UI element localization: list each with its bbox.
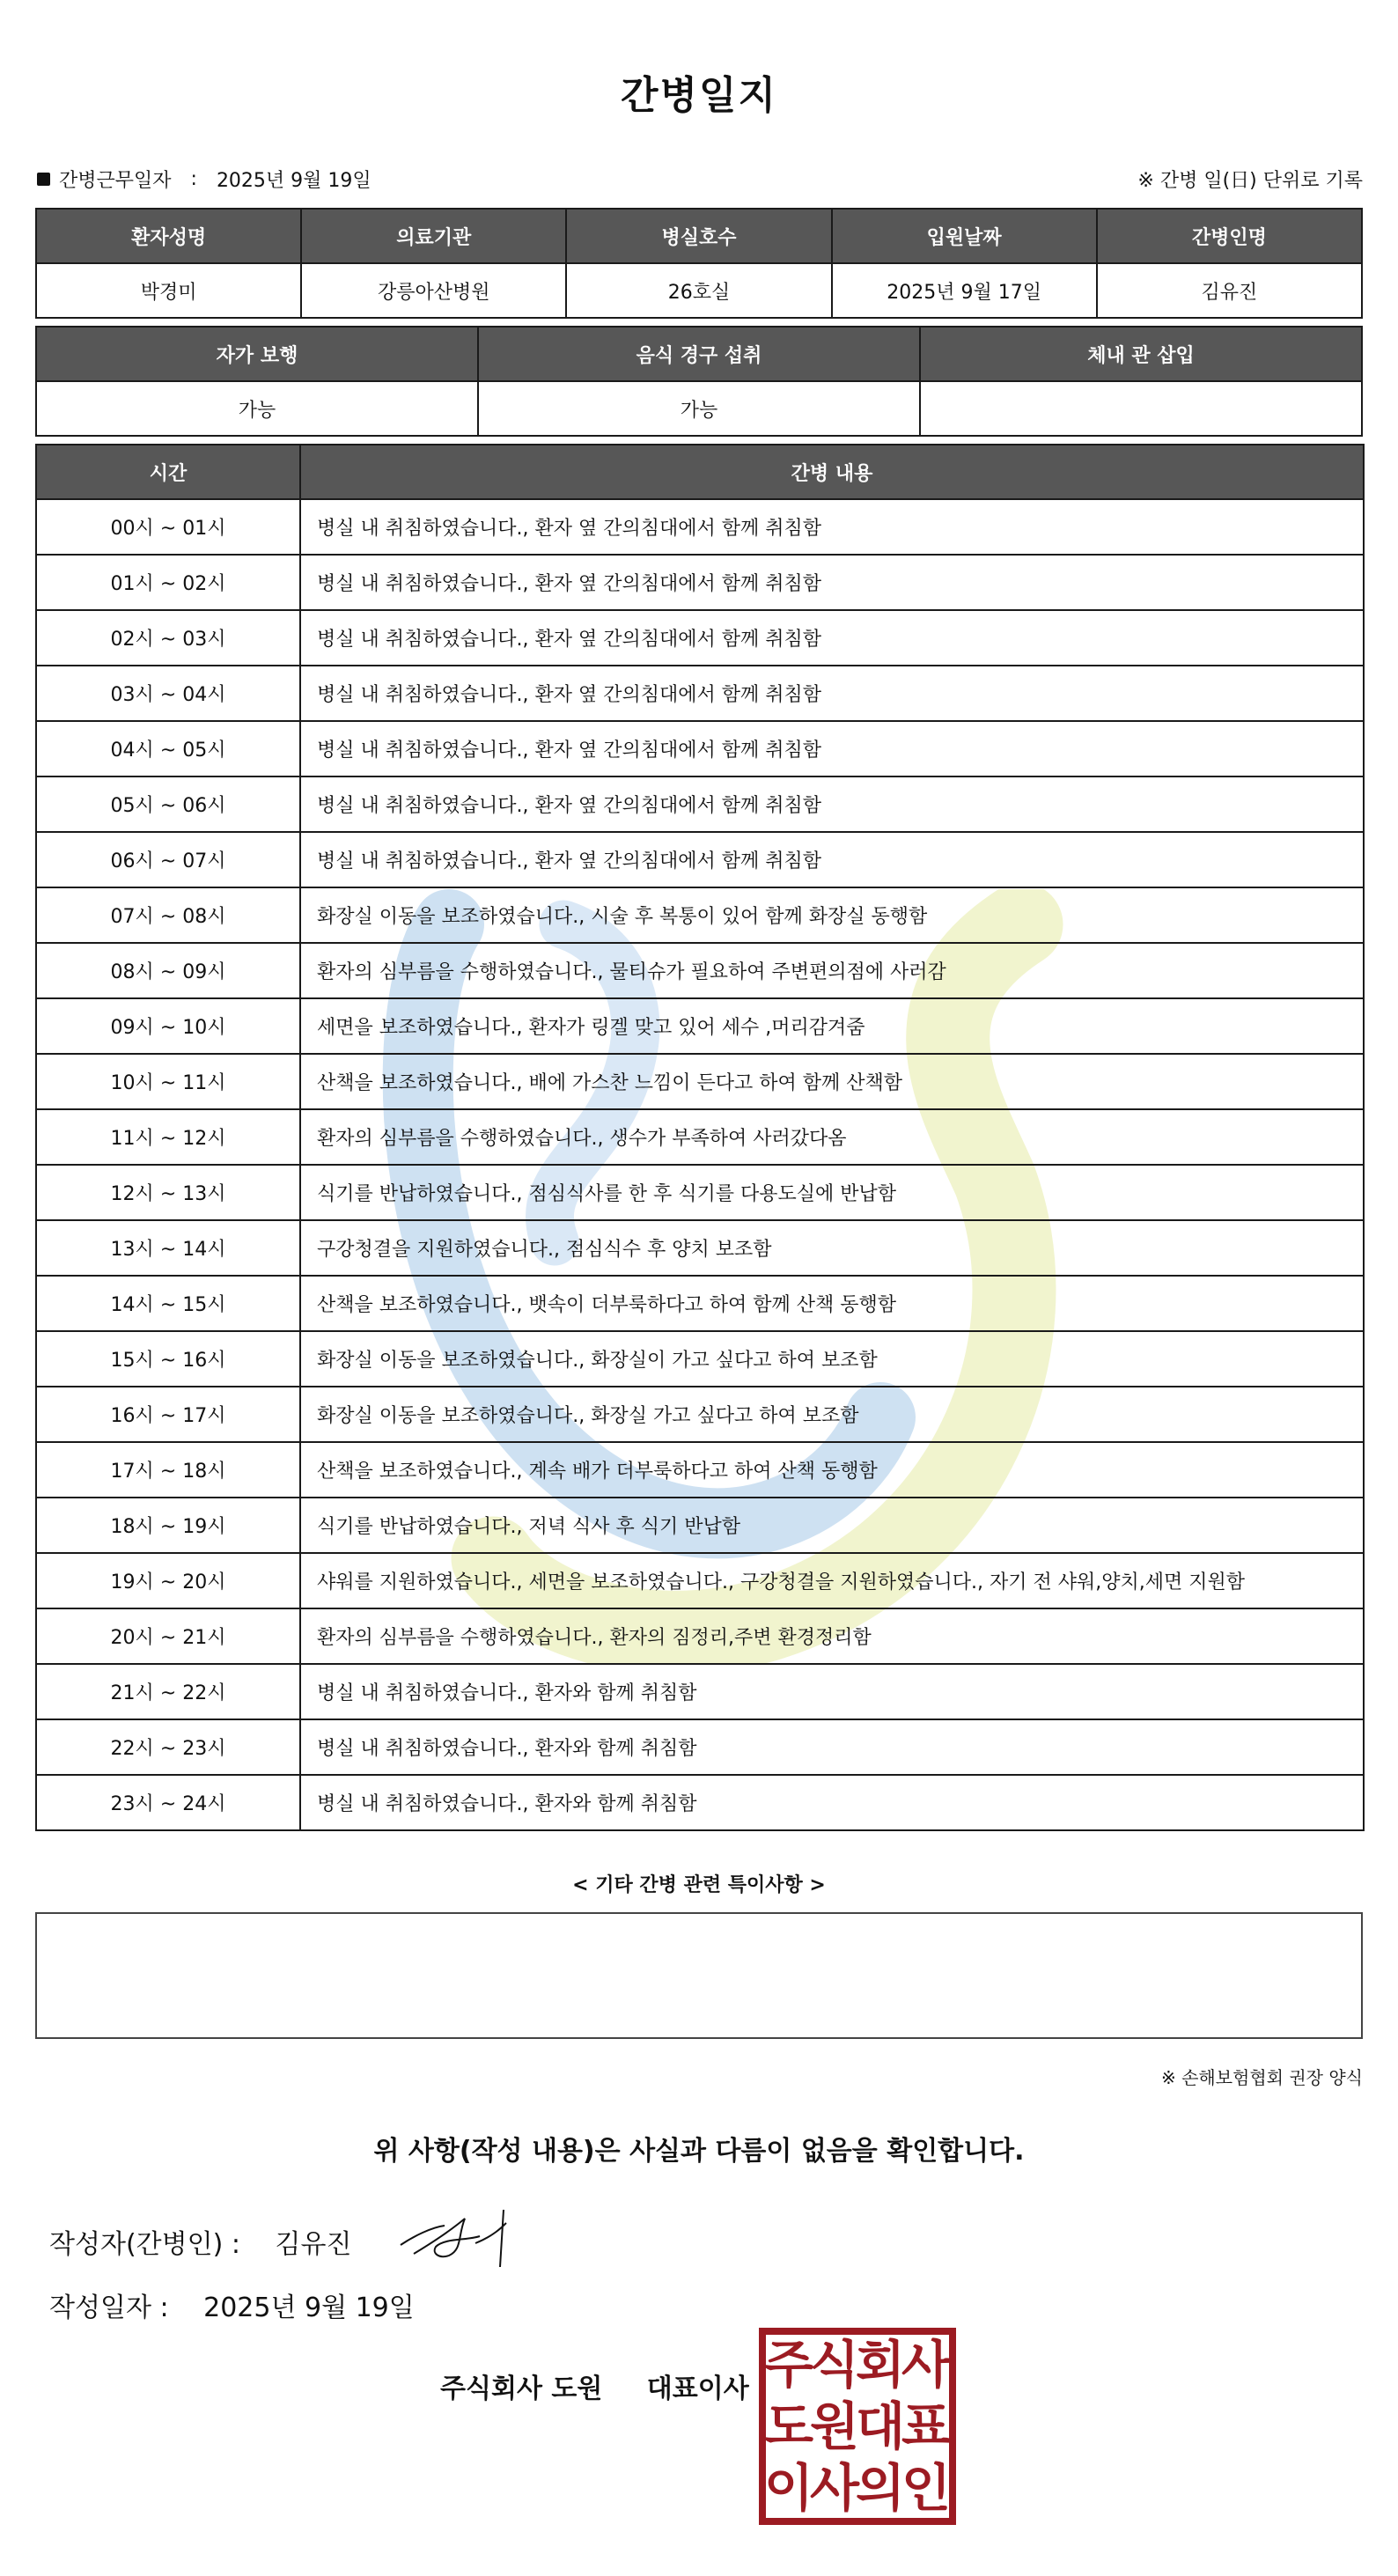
seal-character: 식: [809, 2335, 860, 2395]
care-log-body: [36, 499, 1364, 1830]
log-time-cell: 00시 ~ 01시: [36, 499, 300, 555]
log-time-cell: 04시 ~ 05시: [36, 721, 300, 776]
log-content-cell: 병실 내 취침하였습니다., 환자 옆 간의침대에서 함께 취침함: [300, 610, 1364, 666]
seal-character: 의: [855, 2458, 906, 2518]
writing-date-value: 2025년 9월 19일: [203, 2293, 415, 2323]
notes-box: [35, 1912, 1363, 2039]
log-row: [36, 610, 1364, 666]
seal-character: 인: [901, 2458, 952, 2518]
recommend-note: ※ 손해보험협회 권장 양식: [1160, 2067, 1363, 2088]
work-date-colon: :: [190, 168, 197, 190]
care-log-table: [35, 444, 1365, 1831]
log-time-cell: 02시 ~ 03시: [36, 610, 300, 666]
log-content-cell: 병실 내 취침하였습니다., 환자 옆 간의침대에서 함께 취침함: [300, 776, 1364, 832]
log-row: [36, 721, 1364, 776]
log-time-cell: 17시 ~ 18시: [36, 1442, 300, 1498]
header-self-walking: 자가 보행: [36, 327, 478, 381]
writer-label: 작성자(간병인) :: [49, 2229, 240, 2260]
confirmation-statement: 위 사항(작성 내용)은 사실과 다름이 없음을 확인합니다.: [373, 2136, 1025, 2167]
log-content-cell: 세면을 보조하였습니다., 환자가 링겔 맞고 있어 세수 ,머리감겨줌: [300, 998, 1364, 1054]
log-time-cell: 10시 ~ 11시: [36, 1054, 300, 1109]
log-time-cell: 20시 ~ 21시: [36, 1608, 300, 1664]
seal-character: 이: [763, 2458, 814, 2518]
log-time-cell: 13시 ~ 14시: [36, 1220, 300, 1276]
tube-insertion-value: [920, 381, 1362, 436]
room-value: 26호실: [566, 263, 831, 318]
log-row: [36, 1054, 1364, 1109]
log-time-cell: 22시 ~ 23시: [36, 1719, 300, 1775]
log-time-cell: 15시 ~ 16시: [36, 1331, 300, 1387]
header-oral-intake: 음식 경구 섭취: [478, 327, 920, 381]
work-date-value: 2025년 9월 19일: [216, 170, 372, 192]
self-walking-value: 가능: [36, 381, 478, 436]
log-row: [36, 1664, 1364, 1719]
log-time-cell: 19시 ~ 20시: [36, 1553, 300, 1608]
log-content-cell: 화장실 이동을 보조하였습니다., 화장실이 가고 싶다고 하여 보조함: [300, 1331, 1364, 1387]
handwritten-signature: [396, 2201, 519, 2271]
log-content-cell: 산책을 보조하였습니다., 계속 배가 더부룩하다고 하여 산책 동행함: [300, 1442, 1364, 1498]
log-row: [36, 1387, 1364, 1442]
work-date-label: 간병근무일자: [59, 170, 172, 192]
company-seal-stamp: [759, 2328, 956, 2525]
caregiver-name-value: 김유진: [1097, 263, 1362, 318]
log-row: [36, 1553, 1364, 1608]
seal-character: 대: [855, 2396, 906, 2456]
header-time: 시간: [36, 445, 300, 499]
log-row: [36, 776, 1364, 832]
log-content-cell: 샤워를 지원하였습니다., 세면을 보조하였습니다., 구강청결을 지원하였습니다., 자기 전 샤워,양치,세면 지원함: [300, 1553, 1364, 1608]
log-row: [36, 499, 1364, 555]
log-content-cell: 병실 내 취침하였습니다., 환자 옆 간의침대에서 함께 취침함: [300, 499, 1364, 555]
patient-status-table: [35, 326, 1363, 437]
header-caregiver-name: 간병인명: [1097, 209, 1362, 263]
log-row: [36, 1442, 1364, 1498]
log-time-cell: 18시 ~ 19시: [36, 1498, 300, 1553]
log-content-cell: 산책을 보조하였습니다., 뱃속이 더부룩하다고 하여 함께 산책 동행함: [300, 1276, 1364, 1331]
header-tube-insertion: 체내 관 삽입: [920, 327, 1362, 381]
log-time-cell: 08시 ~ 09시: [36, 943, 300, 998]
log-content-cell: 병실 내 취침하였습니다., 환자 옆 간의침대에서 함께 취침함: [300, 666, 1364, 721]
log-content-cell: 식기를 반납하였습니다., 점심식사를 한 후 식기를 다용도실에 반납함: [300, 1165, 1364, 1220]
company-name: 주식회사 도원: [440, 2374, 603, 2404]
log-row: [36, 832, 1364, 887]
log-content-cell: 산책을 보조하였습니다., 배에 가스찬 느낌이 든다고 하여 함께 산책함: [300, 1054, 1364, 1109]
log-time-cell: 07시 ~ 08시: [36, 887, 300, 943]
log-time-cell: 06시 ~ 07시: [36, 832, 300, 887]
log-time-cell: 09시 ~ 10시: [36, 998, 300, 1054]
log-time-cell: 12시 ~ 13시: [36, 1165, 300, 1220]
care-log-header-row: [36, 445, 1364, 499]
company-representative: 대표이사: [646, 2374, 749, 2404]
log-row: [36, 887, 1364, 943]
log-content-cell: 식기를 반납하였습니다., 저녁 식사 후 식기 반납함: [300, 1498, 1364, 1553]
seal-character: 회: [855, 2335, 906, 2395]
oral-intake-value: 가능: [478, 381, 920, 436]
header-room: 병실호수: [566, 209, 831, 263]
patient-info-value-row: [36, 263, 1362, 318]
log-row: [36, 1775, 1364, 1830]
log-time-cell: 03시 ~ 04시: [36, 666, 300, 721]
log-time-cell: 23시 ~ 24시: [36, 1775, 300, 1830]
log-row: [36, 1165, 1364, 1220]
seal-character: 도: [763, 2396, 814, 2456]
log-row: [36, 998, 1364, 1054]
writer-line: [49, 2222, 351, 2261]
status-header-row: [36, 327, 1362, 381]
log-content-cell: 화장실 이동을 보조하였습니다., 화장실 가고 싶다고 하여 보조함: [300, 1387, 1364, 1442]
log-row: [36, 943, 1364, 998]
header-admission-date: 입원날짜: [832, 209, 1097, 263]
patient-info-table: [35, 208, 1363, 319]
status-value-row: [36, 381, 1362, 436]
log-row: [36, 1109, 1364, 1165]
log-time-cell: 21시 ~ 22시: [36, 1664, 300, 1719]
log-row: [36, 666, 1364, 721]
company-line: [440, 2366, 749, 2405]
log-time-cell: 14시 ~ 15시: [36, 1276, 300, 1331]
log-time-cell: 11시 ~ 12시: [36, 1109, 300, 1165]
unit-note: ※ 간병 일(日) 단위로 기록: [1137, 170, 1363, 192]
log-content-cell: 화장실 이동을 보조하였습니다., 시술 후 복통이 있어 함께 화장실 동행함: [300, 887, 1364, 943]
writer-name: 김유진: [275, 2229, 352, 2260]
log-time-cell: 01시 ~ 02시: [36, 555, 300, 610]
seal-character: 원: [809, 2396, 860, 2456]
log-content-cell: 환자의 심부름을 수행하였습니다., 생수가 부족하여 사러갔다옴: [300, 1109, 1364, 1165]
log-content-cell: 환자의 심부름을 수행하였습니다., 환자의 짐정리,주변 환경정리함: [300, 1608, 1364, 1664]
admission-date-value: 2025년 9월 17일: [832, 263, 1097, 318]
log-content-cell: 병실 내 취침하였습니다., 환자 옆 간의침대에서 함께 취침함: [300, 832, 1364, 887]
seal-character: 표: [901, 2396, 952, 2456]
log-content-cell: 병실 내 취침하였습니다., 환자와 함께 취침함: [300, 1775, 1364, 1830]
header-hospital: 의료기관: [301, 209, 566, 263]
notes-title: < 기타 간병 관련 특이사항 >: [572, 1874, 826, 1896]
seal-character: 사: [809, 2458, 860, 2518]
patient-name-value: 박경미: [36, 263, 301, 318]
seal-character: 주: [763, 2335, 814, 2395]
log-row: [36, 555, 1364, 610]
log-row: [36, 1331, 1364, 1387]
writing-date-line: [49, 2285, 415, 2324]
work-date-line: [37, 166, 372, 193]
hospital-value: 강릉아산병원: [301, 263, 566, 318]
log-content-cell: 병실 내 취침하였습니다., 환자와 함께 취침함: [300, 1719, 1364, 1775]
header-patient-name: 환자성명: [36, 209, 301, 263]
log-row: [36, 1608, 1364, 1664]
log-content-cell: 병실 내 취침하였습니다., 환자와 함께 취침함: [300, 1664, 1364, 1719]
log-content-cell: 병실 내 취침하였습니다., 환자 옆 간의침대에서 함께 취침함: [300, 555, 1364, 610]
log-row: [36, 1719, 1364, 1775]
bullet-square-icon: [37, 173, 50, 186]
header-care-content: 간병 내용: [300, 445, 1364, 499]
log-row: [36, 1220, 1364, 1276]
document-title: 간병일지: [620, 73, 777, 118]
log-time-cell: 16시 ~ 17시: [36, 1387, 300, 1442]
log-row: [36, 1276, 1364, 1331]
log-content-cell: 구강청결을 지원하였습니다., 점심식수 후 양치 보조함: [300, 1220, 1364, 1276]
log-content-cell: 병실 내 취침하였습니다., 환자 옆 간의침대에서 함께 취침함: [300, 721, 1364, 776]
log-content-cell: 환자의 심부름을 수행하였습니다., 물티슈가 필요하여 주변편의점에 사러감: [300, 943, 1364, 998]
log-time-cell: 05시 ~ 06시: [36, 776, 300, 832]
seal-character: 사: [901, 2335, 952, 2395]
log-row: [36, 1498, 1364, 1553]
patient-info-header-row: [36, 209, 1362, 263]
writing-date-label: 작성일자 :: [49, 2293, 169, 2323]
